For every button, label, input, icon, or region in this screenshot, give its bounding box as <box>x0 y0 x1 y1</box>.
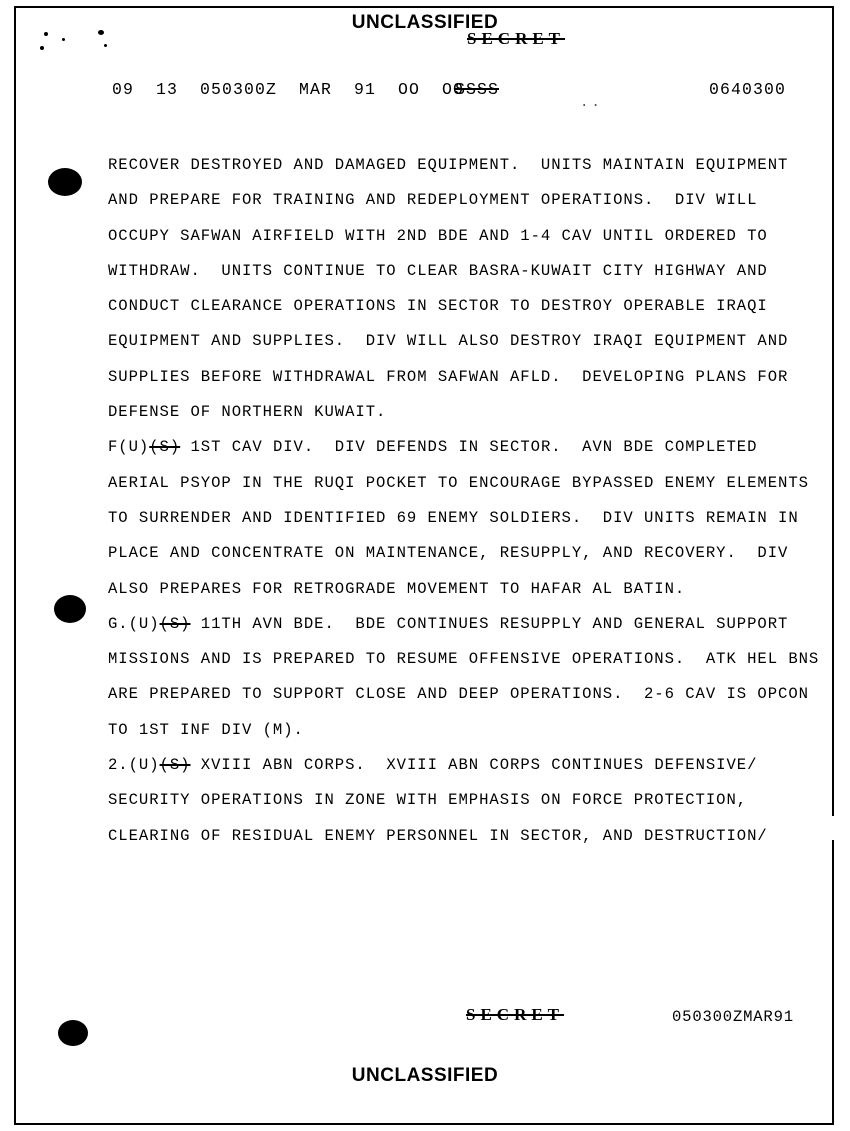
paragraph-g-marker: G.(U) <box>108 614 160 633</box>
paragraph-f-marker-struck: (S) <box>149 438 181 457</box>
paragraph-f-marker: F(U) <box>108 438 150 457</box>
paragraph-g-text: 11TH AVN BDE. BDE CONTINUES RESUPPLY AND GENERAL SUPPORT <box>190 614 789 633</box>
page-border-left <box>14 6 16 1125</box>
binder-hole <box>54 595 86 623</box>
scan-speck <box>40 46 44 50</box>
binder-hole <box>58 1020 88 1046</box>
page-border-right-upper <box>832 6 834 816</box>
body-line: AERIAL PSYOP IN THE RUQI POCKET TO ENCOURAGE BYPASSED ENEMY ELEMENTS <box>108 473 809 492</box>
bottom-classification-banner: UNCLASSIFIED <box>351 1065 499 1086</box>
body-line: AND PREPARE FOR TRAINING AND REDEPLOYMENT OPERATIONS. DIV WILL <box>108 191 758 210</box>
scan-speck <box>62 38 65 41</box>
binder-hole <box>48 168 82 196</box>
top-secret-stamp: SECRET <box>467 29 566 48</box>
page-border-bottom <box>14 1123 834 1125</box>
body-line: ALSO PREPARES FOR RETROGRADE MOVEMENT TO HAFAR AL BATIN. <box>108 579 686 598</box>
message-header-struck-code: SSSS <box>455 80 500 99</box>
scan-speck <box>104 44 107 47</box>
body-line: CONDUCT CLEARANCE OPERATIONS IN SECTOR TO DESTROY OPERABLE IRAQI <box>108 297 768 316</box>
message-header-line: 09 13 050300Z MAR 91 OO OO <box>112 80 465 99</box>
paragraph-2-text: XVIII ABN CORPS. XVIII ABN CORPS CONTINUES DEFENSIVE/ <box>190 756 758 775</box>
bottom-secret-stamp: SECRET <box>466 1005 565 1024</box>
body-line: SECURITY OPERATIONS IN ZONE WITH EMPHASIS ON FORCE PROTECTION, <box>108 791 748 810</box>
body-line: PLACE AND CONCENTRATE ON MAINTENANCE, RESUPPLY, AND RECOVERY. DIV <box>108 544 789 563</box>
paragraph-2-marker: 2.(U) <box>108 756 160 775</box>
body-line: OCCUPY SAFWAN AIRFIELD WITH 2ND BDE AND 1-4 CAV UNTIL ORDERED TO <box>108 226 768 245</box>
body-line: DEFENSE OF NORTHERN KUWAIT. <box>108 403 387 422</box>
page-border-top <box>14 6 834 8</box>
scan-smudge: .. <box>580 95 603 111</box>
body-line: MISSIONS AND IS PREPARED TO RESUME OFFENSIVE OPERATIONS. ATK HEL BNS <box>108 650 820 669</box>
body-line: SUPPLIES BEFORE WITHDRAWAL FROM SAFWAN AFLD. DEVELOPING PLANS FOR <box>108 367 789 386</box>
top-classification-banner: UNCLASSIFIED <box>351 12 499 33</box>
body-line: WITHDRAW. UNITS CONTINUE TO CLEAR BASRA-KUWAIT CITY HIGHWAY AND <box>108 261 768 280</box>
paragraph-f-text: 1ST CAV DIV. DIV DEFENDS IN SECTOR. AVN BDE COMPLETED <box>180 438 758 457</box>
message-number: 0640300 <box>709 80 787 99</box>
body-line: EQUIPMENT AND SUPPLIES. DIV WILL ALSO DESTROY IRAQI EQUIPMENT AND <box>108 332 789 351</box>
body-line: RECOVER DESTROYED AND DAMAGED EQUIPMENT. UNITS MAINTAIN EQUIPMENT <box>108 156 789 174</box>
footer-datetime: 050300ZMAR91 <box>672 1008 794 1026</box>
body-line: TO SURRENDER AND IDENTIFIED 69 ENEMY SOLDIERS. DIV UNITS REMAIN IN <box>108 508 799 527</box>
paragraph-f-first-line <box>108 430 824 465</box>
document-body <box>108 148 824 854</box>
paragraph-g-first-line <box>108 607 824 642</box>
body-line: ARE PREPARED TO SUPPORT CLOSE AND DEEP OPERATIONS. 2-6 CAV IS OPCON <box>108 685 809 704</box>
paragraph-2-marker-struck: (S) <box>159 756 191 775</box>
body-line: TO 1ST INF DIV (M). <box>108 720 304 739</box>
paragraph-2-first-line <box>108 748 824 783</box>
paragraph-g-marker-struck: (S) <box>159 614 191 633</box>
body-line: CLEARING OF RESIDUAL ENEMY PERSONNEL IN SECTOR, AND DESTRUCTION/ <box>108 826 768 845</box>
